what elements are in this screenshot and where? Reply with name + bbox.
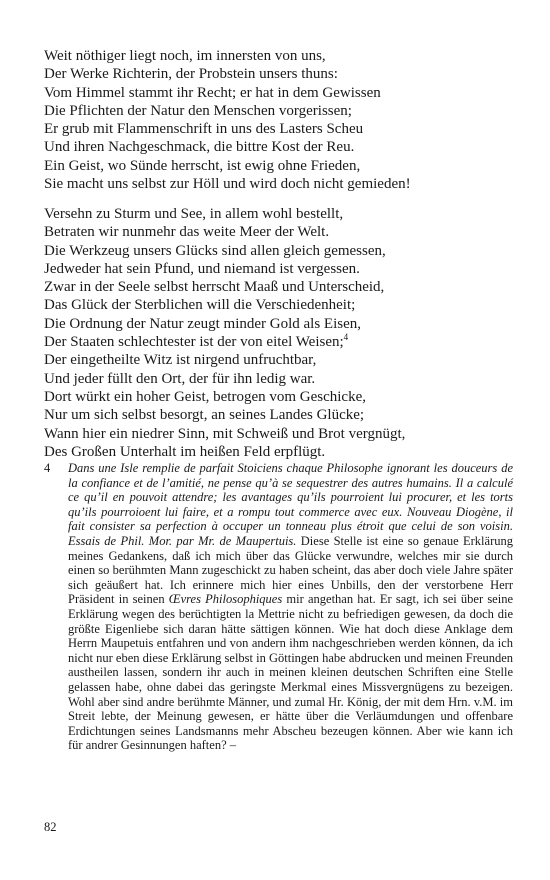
verse-line-text: Der Staaten schlechtester ist der von eitel Weisen;	[44, 334, 344, 351]
verse-stanza-2	[44, 205, 514, 461]
verse-line: Vom Himmel stammt ihr Recht; er hat in dem Gewissen	[44, 84, 381, 101]
verse-line: Die Pflichten der Natur den Menschen vorgerissen;	[44, 102, 352, 119]
verse-line: Der Werke Richterin, der Probstein unsers thuns:	[44, 66, 338, 83]
verse-line: Die Ordnung der Natur zeugt minder Gold als Eisen,	[44, 315, 361, 332]
verse-line: Nur um sich selbst besorgt, an seines Landes Glücke;	[44, 407, 365, 424]
footnote-commentary-part-1: Diese Stelle ist eine so genaue Erklärung meines Gedankens, daß ich mich über das Glücke verwundre, welches mir sie durch einen so berühmten Mann zugeschickt zu haben scheint, das aber doch viele Jahre später sich geäußert hat. Ich erinnere mich hier eines Unbills, den der verstorbene Herr Präsident in seinen	[68, 533, 513, 607]
verse-line: Jedweder hat sein Pfund, und niemand ist vergessen.	[44, 260, 360, 277]
verse-line: Und ihren Nachgeschmack, die bittre Kost der Reu.	[44, 139, 355, 156]
verse-line: Der eingetheilte Witz ist nirgend unfruchtbar,	[44, 352, 317, 369]
footnote-commentary-part-2: mir angethan hat. Er sagt, ich sei über seine Erklärung wegen des berüchtigten la Mettrie nicht zu befriedigen gewesen, da doch die größte Eigenliebe sich daran hätte sättigen können. Wie hat doch diese Anklage dem Herrn Maupetuis entfahren und von andern ihm nachgeschrieben werden können, da ich nicht nur eben diese Erklärung selbst in Göttingen habe abdrucken und meinen Freunden austheilen lassen, sondern ihr auch in meinen kleinen deutschen Schriften eine Stelle gelassen habe, ohne dabei das geringste Merkmal eines Missvergnügens zu bezeigen. Wohl aber sind andre berühmte Männer, und zumal Hr. König, der mit dem Hrn. v.M. im Streit lebte, der Meinung gewesen, er hätte über die Verläumdungen und offenbare Erdichtungen seines Landsmanns mehr Abscheu bezeugen können. Aber wie kann ich für andrer Gesinnungen haften? –	[68, 592, 514, 753]
verse-line: Sie macht uns selbst zur Höll und wird doch nicht gemieden!	[44, 176, 411, 193]
verse-line: Er grub mit Flammenschrift in uns des Lasters Scheu	[44, 121, 364, 138]
verse-line: Zwar in der Seele selbst herrscht Maaß und Unterscheid,	[44, 279, 385, 296]
verse-line: Die Werkzeug unsers Glücks sind allen gleich gemessen,	[44, 242, 386, 259]
verse-stanza-1	[44, 47, 514, 193]
footnote-text	[68, 461, 513, 753]
verse-line: Wann hier ein niedrer Sinn, mit Schweiß und Brot vergnügt,	[44, 425, 406, 442]
footnote-french-quote: Dans une Isle remplie de parfait Stoiciens chaque Philosophe ignorant les douceurs de la confiance et de l’amitié, ne pense qu’à se sequestrer des autres humains. Il a calculé ce qu’il en pouvoit attendre; les avantages qu’ils pourroient lui procurer, et les torts qu’ils pourroioent lui faire, et a rompu tout commerce avec eux. Nouveau Diogène, il fait consister sa perfection à occuper un tonneau plus étroit que celui de son voisin. Essais de Phil. Mor. par Mr. de Maupertuis.	[68, 461, 513, 548]
verse-line: Betraten wir nunmehr das weite Meer der Welt.	[44, 224, 330, 241]
verse-line: Ein Geist, wo Sünde herrscht, ist ewig ohne Frieden,	[44, 157, 361, 174]
verse-line: Das Glück der Sterblichen will die Verschiedenheit;	[44, 297, 356, 314]
verse-line: Und jeder füllt den Ort, der für ihn ledig war.	[44, 370, 316, 387]
page-number: 82	[44, 820, 57, 834]
verse-line: Des Großen Unterhalt im heißen Feld erpflügt.	[44, 443, 326, 460]
verse-line: Dort würkt ein hoher Geist, betrogen vom Geschicke,	[44, 388, 366, 405]
verse-line: Weit nöthiger liegt noch, im innersten von uns,	[44, 48, 326, 64]
footnote-number: 4	[44, 461, 51, 475]
verse-line: Versehn zu Sturm und See, in allem wohl bestellt,	[44, 206, 344, 222]
footnote-work-title: Œvres Philosophiques	[168, 592, 283, 607]
footnote-reference: 4	[343, 332, 349, 343]
verse-line-with-footnote	[44, 333, 514, 351]
